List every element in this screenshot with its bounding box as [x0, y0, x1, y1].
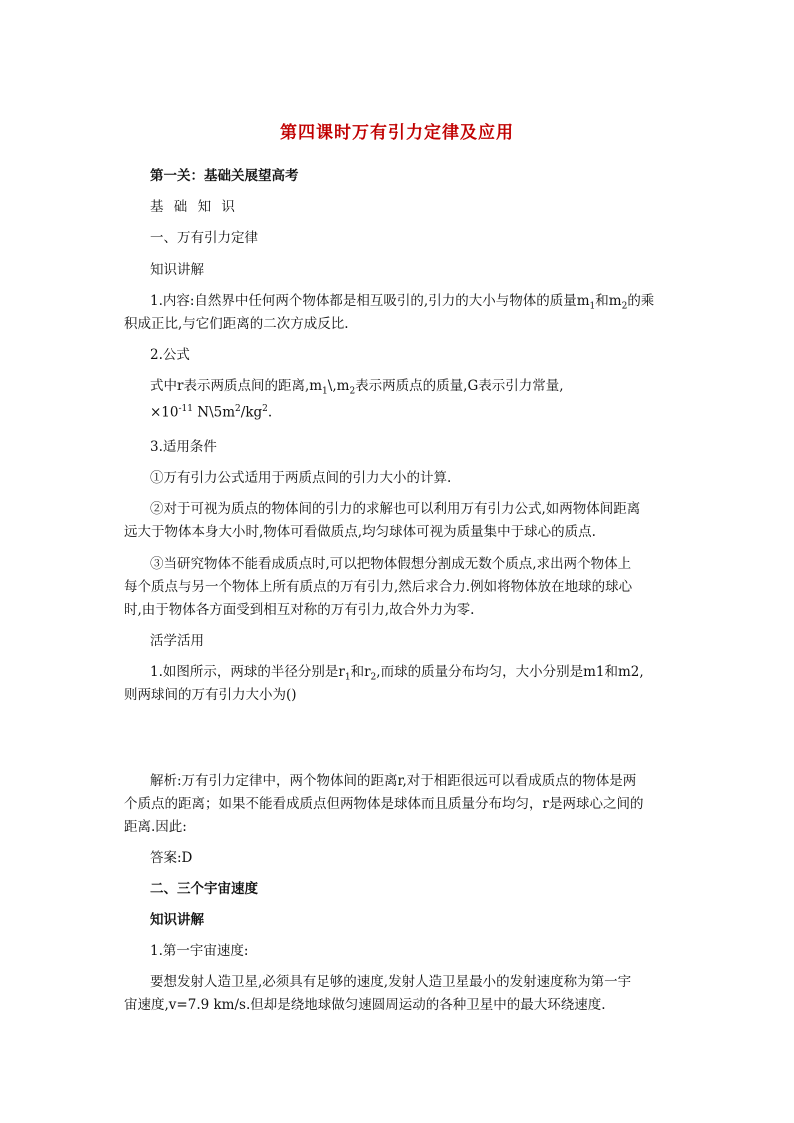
constant-text-a: ×10 — [150, 404, 179, 421]
constant-text-g: . — [267, 404, 273, 421]
q1-text-e: ,而球的质量分布均匀，大小分别是m1和m2, — [376, 664, 644, 680]
condition-3-line1: ③当研究物体不能看成质点时,可以把物体假想分割成无数个质点,求出两个物体上 — [150, 556, 632, 572]
part1-heading: 一、万有引力定律 — [150, 230, 258, 246]
formula-desc-c: \,m — [327, 378, 350, 394]
formula-desc-sub-1: 1 — [322, 386, 328, 397]
q1-sub-2: 2 — [370, 672, 377, 683]
basic-knowledge-label: 基 础 知 识 — [150, 199, 238, 215]
condition-1: ①万有引力公式适用于两质点间的引力大小的计算. — [150, 470, 452, 486]
section1-heading: 第一关：基础关展望高考 — [150, 168, 299, 184]
item1-content-line2: 积成正比,与它们距离的二次方成反比. — [124, 316, 349, 332]
knowledge-explain-2: 知识讲解 — [150, 912, 204, 928]
item3-conditions-label: 3.适用条件 — [150, 439, 217, 455]
formula-desc-a: 式中r表示两质点间的距离,m — [150, 378, 323, 394]
first-velocity-line2: 宙速度,v=7.9 km/s.但却是绕地球做匀速圆周运动的各种卫星中的最大环绕速度. — [124, 997, 606, 1013]
first-velocity-line1: 要想发射人造卫星,必须具有足够的速度,发射人造卫星最小的发射速度称为第一宇 — [150, 974, 632, 990]
constant-exp: -11 — [178, 404, 193, 414]
item1-sub-1: 1 — [589, 301, 596, 312]
constant-sup-m: 2 — [235, 404, 241, 414]
formula-desc-sub-2: 2 — [349, 386, 356, 397]
part2-heading: 二、三个宇宙速度 — [150, 881, 258, 897]
knowledge-explain-1: 知识讲解 — [150, 262, 204, 278]
condition-2-line2: 远大于物体本身大小时,物体可看做质点,均匀球体可视为质量集中于球心的质点. — [124, 524, 596, 540]
question-1-line2: 则两球间的万有引力大小为() — [124, 687, 297, 703]
q1-text-a: 1.如图所示，两球的半径分别是r — [150, 664, 345, 680]
condition-2-line1: ②对于可视为质点的物体间的引力的求解也可以利用万有引力公式,如两物体间距离 — [150, 501, 641, 517]
constant-text-e: /kg — [240, 404, 263, 421]
condition-3-line2: 每个质点与另一个物体上所有质点的万有引力,然后求合力.例如将物体放在地球的球心 — [124, 579, 633, 595]
constant-sup-kg: 2 — [262, 404, 268, 414]
item1-sub-2: 2 — [621, 301, 628, 312]
first-velocity-title: 1.第一宇宙速度: — [150, 943, 249, 959]
formula-desc-e: 表示两质点的质量,G表示引力常量, — [355, 378, 564, 394]
analysis-line1: 解析:万有引力定律中，两个物体间的距离r,对于相距很远可以看成质点的物体是两 — [150, 773, 637, 789]
page-title: 第四课时万有引力定律及应用 — [280, 123, 514, 143]
condition-3-line3: 时,由于物体各方面受到相互对称的万有引力,故合外力为零. — [124, 602, 475, 618]
item1-text-c: 和m — [595, 293, 622, 309]
item1-text-a: 1.内容:自然界中任何两个物体都是相互吸引的,引力的大小与物体的质量m — [150, 293, 590, 309]
q1-sub-1: 1 — [344, 672, 351, 683]
gravitational-constant — [150, 404, 272, 421]
practice-heading: 活学活用 — [150, 633, 204, 649]
constant-text-c: N\5m — [193, 404, 236, 421]
answer: 答案:D — [150, 850, 193, 866]
item1-content — [150, 289, 654, 312]
analysis-line2: 个质点的距离；如果不能看成质点但两物体是球体而且质量分布均匀，r是两球心之间的 — [124, 796, 644, 812]
analysis-line3: 距离.因此: — [124, 819, 187, 835]
item1-text-e: 的乘 — [627, 293, 655, 309]
item2-formula-label: 2.公式 — [150, 347, 190, 363]
formula-description — [150, 374, 564, 397]
q1-text-c: 和r — [350, 664, 371, 680]
question-1-line1 — [150, 660, 644, 683]
